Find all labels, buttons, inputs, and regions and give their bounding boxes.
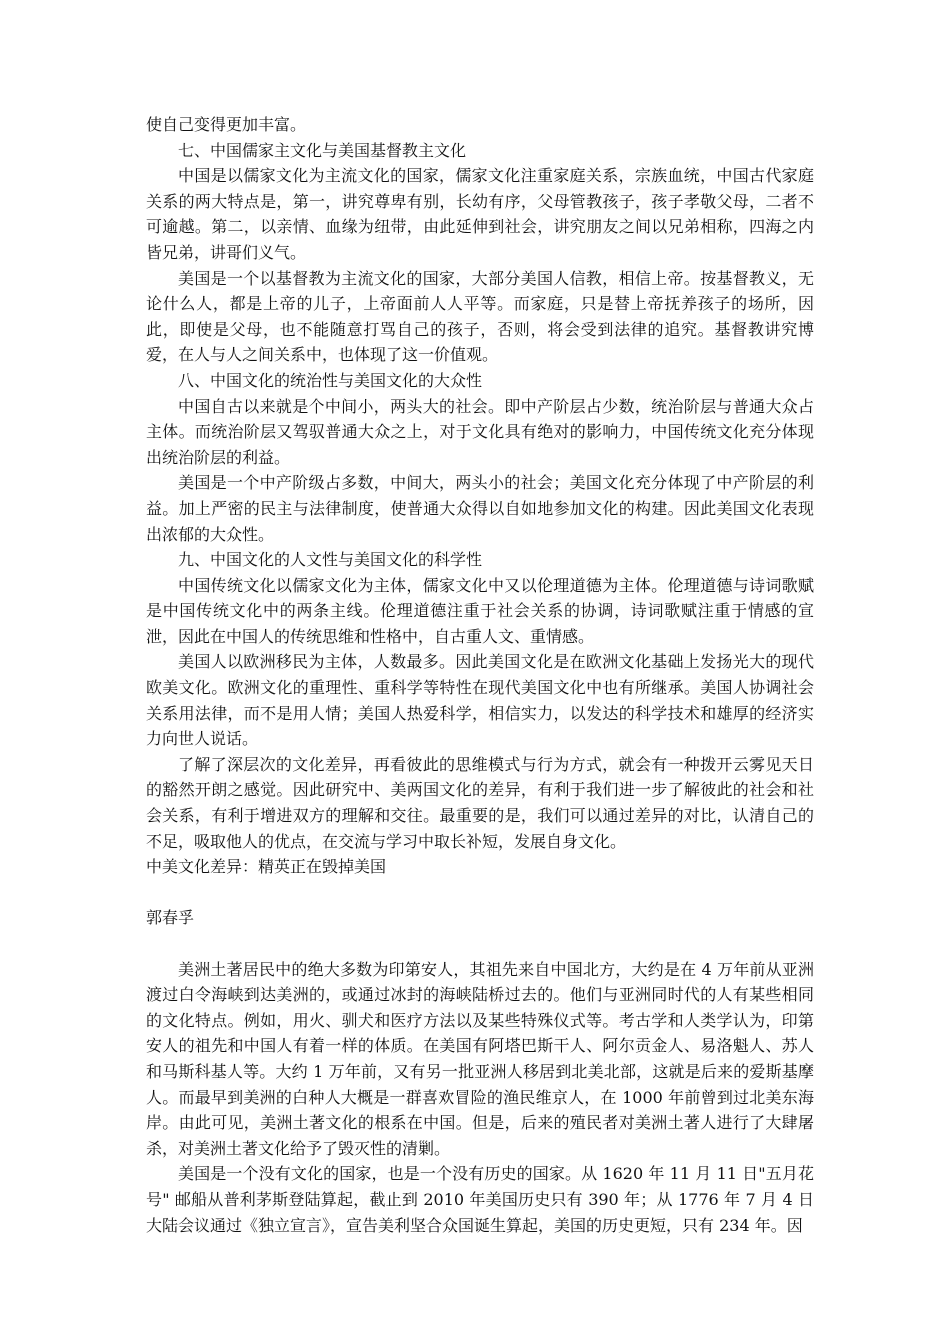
blank-line (146, 931, 814, 957)
blank-line (146, 880, 814, 906)
section-heading-7: 七、中国儒家主文化与美国基督教主文化 (178, 140, 467, 160)
paragraph: 美洲土著居民中的绝大多数为印第安人，其祖先来自中国北方，大约是在 4 万年前从亚洲渡过白令海峡到达美洲的，或通过冰封的海峡陆桥过去的。他们与亚洲同时代的人有某些相同的文化特点。例如，用火、驯犬和医疗方法以及某些特殊仪式等。考古学和人类学认为，印第安人的祖先和中国人有着一样的体质。在美国有阿塔巴斯干人、阿尔贡金人、易洛魁人、苏人和马斯科基人等。大约 1 万年前，又有另一批亚洲人移居到北美北部，这就是后来的爱斯基摩人。而最早到美洲的白种人大概是一群喜欢冒险的渔民维京人，在 1000 年前曾到过北美东海岸。由此可见，美洲土著文化的根系在中国。但是，后来的殖民者对美洲土著人进行了大肆屠杀，对美洲土著文化给予了毁灭性的清剿。 (146, 959, 814, 1158)
article-title: 中美文化差异：精英正在毁掉美国 (146, 857, 387, 877)
section-heading-8: 八、中国文化的统治性与美国文化的大众性 (178, 370, 483, 390)
paragraph: 美国人以欧洲移民为主体，人数最多。因此美国文化是在欧洲文化基础上发扬光大的现代欧美文化。欧洲文化的重理性、重科学等特性在现代美国文化中也有所继承。美国人协调社会关系用法律，而不是用人情；美国人热爱科学，相信实力，以发达的科学技术和雄厚的经济实力向世人说话。 (146, 652, 814, 749)
paragraph-continuation: 使自己变得更加丰富。 (146, 115, 307, 134)
section-heading-9: 九、中国文化的人文性与美国文化的科学性 (178, 550, 483, 570)
author-name: 郭春孚 (146, 908, 195, 928)
paragraph: 美国是一个没有文化的国家，也是一个没有历史的国家。从 1620 年 11 月 11 日"五月花号" 邮船从普利茅斯登陆算起，截止到 2010 年美国历史只有 390 年；从 1776 年 7 月 4 日大陆会议通过《独立宣言》，宣告美利坚合众国诞生算起，美国的历史更短，只有 234 年。因 (146, 1164, 814, 1235)
paragraph: 中国自古以来就是个中间小，两头大的社会。即中产阶层占少数，统治阶层与普通大众占主体。而统治阶层又驾驭普通大众之上，对于文化具有绝对的影响力，中国传统文化充分体现出统治阶层的利益。 (146, 396, 814, 467)
paragraph: 中国传统文化以儒家文化为主体，儒家文化中又以伦理道德为主体。伦理道德与诗词歌赋是中国传统文化中的两条主线。伦理道德注重于社会关系的协调，诗词歌赋注重于情感的宣泄，因此在中国人的传统思维和性格中，自古重人文、重情感。 (146, 575, 814, 646)
paragraph: 了解了深层次的文化差异，再看彼此的思维模式与行为方式，就会有一种拨开云雾见天日的豁然开朗之感觉。因此研究中、美两国文化的差异，有利于我们进一步了解彼此的社会和社会关系，有利于增进双方的理解和交往。最重要的是，我们可以通过差异的对比，认清自己的不足，吸取他人的优点，在交流与学习中取长补短，发展自身文化。 (146, 754, 814, 851)
paragraph: 美国是一个中产阶级占多数，中间大，两头小的社会；美国文化充分体现了中产阶层的利益。加上严密的民主与法律制度，使普通大众得以自如地参加文化的构建。因此美国文化表现出浓郁的大众性。 (146, 473, 814, 544)
document-page (146, 112, 814, 1238)
paragraph: 美国是一个以基督教为主流文化的国家，大部分美国人信教，相信上帝。按基督教义，无论什么人，都是上帝的儿子，上帝面前人人平等。而家庭，只是替上帝抚养孩子的场所，因此，即使是父母，也不能随意打骂自己的孩子，否则，将会受到法律的追究。基督教讲究博爱，在人与人之间关系中，也体现了这一价值观。 (146, 268, 814, 365)
paragraph: 中国是以儒家文化为主流文化的国家，儒家文化注重家庭关系，宗族血统，中国古代家庭关系的两大特点是，第一，讲究尊卑有别，长幼有序，父母管教孩子，孩子孝敬父母，二者不可逾越。第二，以亲情、血缘为纽带，由此延伸到社会，讲究朋友之间以兄弟相称，四海之内皆兄弟，讲哥们义气。 (146, 166, 814, 262)
